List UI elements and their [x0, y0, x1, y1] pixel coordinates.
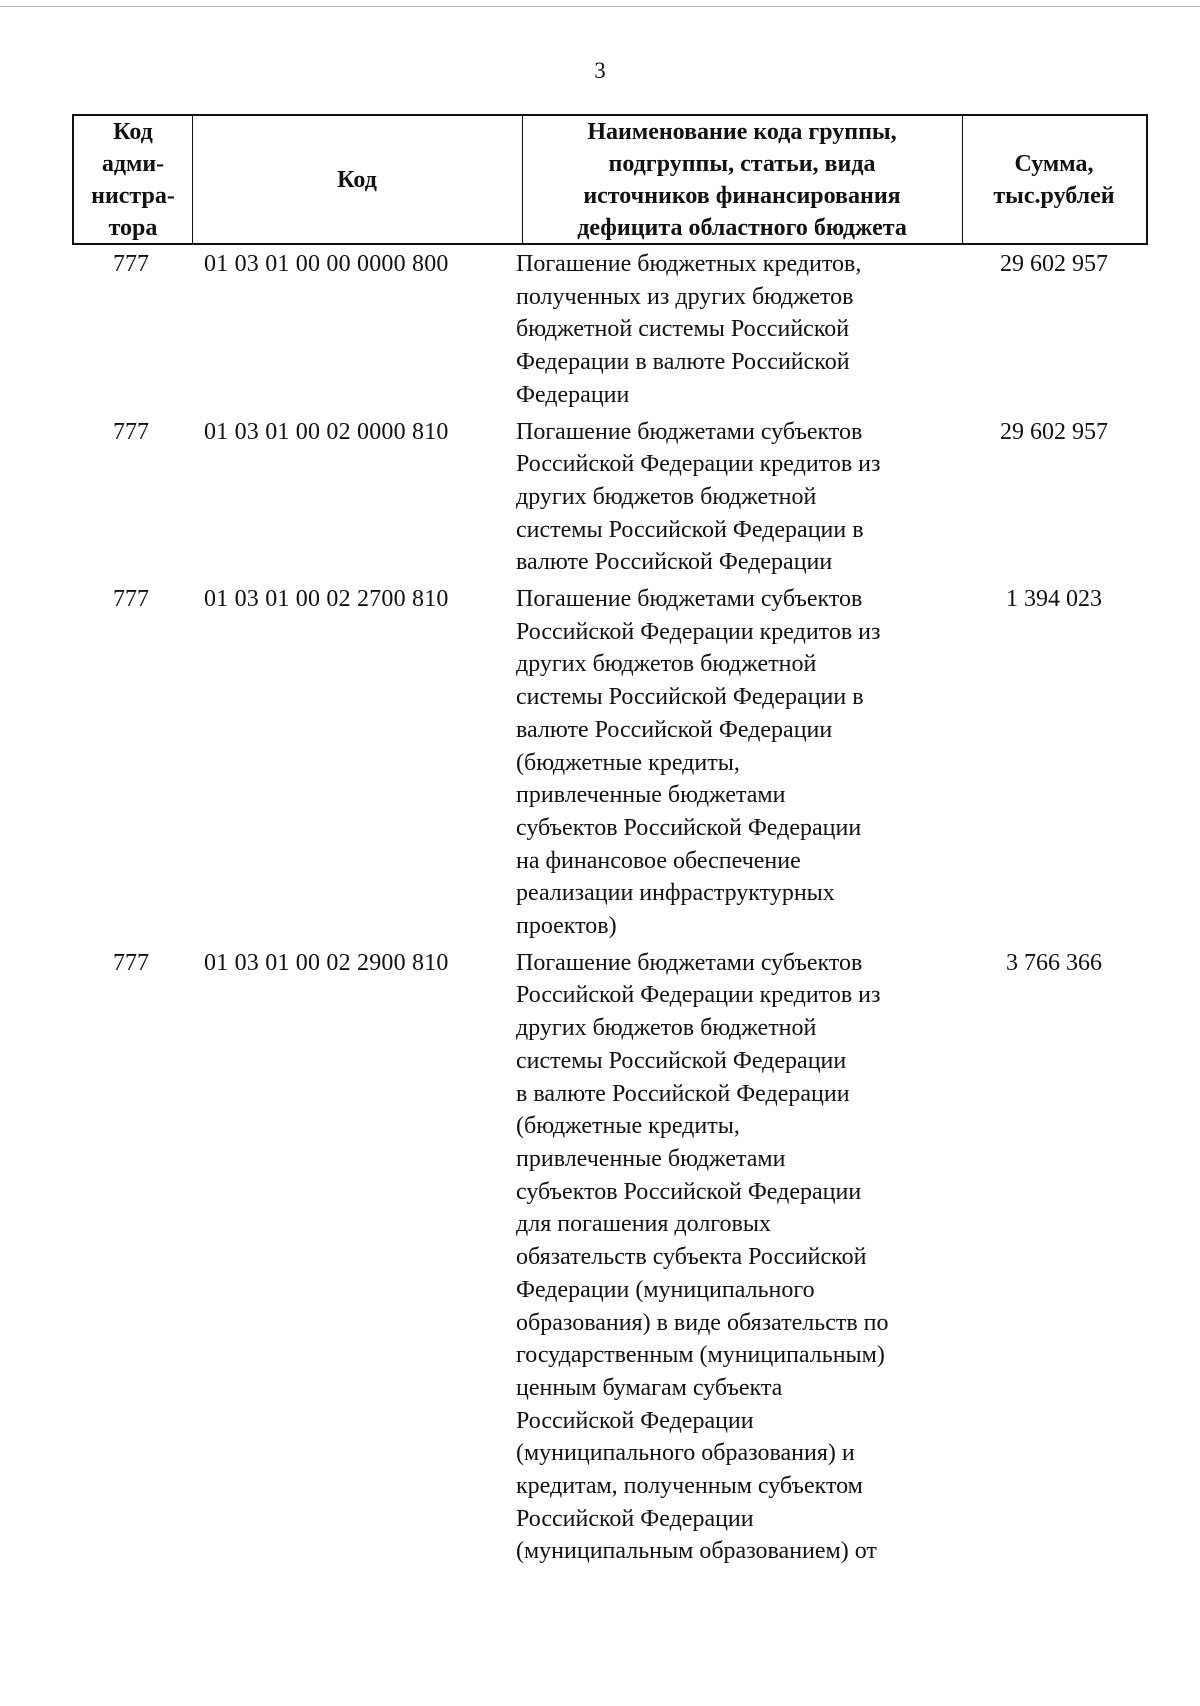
table-row: [72, 947, 1148, 1568]
header-name: Наименование кода группы, подгруппы, статьи, вида источников финансирования дефицита областного бюджета: [577, 118, 907, 241]
table-body: [72, 248, 1148, 1572]
admin-code-cell: 777: [113, 949, 149, 976]
name-cell: Погашение бюджетами субъектов Российской Федерации кредитов из других бюджетов бюджетной системы Российской Федерации в валюте Российской Федерации (бюджетные кредиты, привлеченные бюджетами субъектов Российской Федерации для погашения долговых обязательств субъекта Российской Федерации (муниципального образования) в виде обязательств по государственным (муниципальным) ценным бумагам субъекта Российской Федерации (муниципального образования) и кредитам, полученным субъектом Российской Федерации (муниципальным образованием) от: [516, 949, 889, 1565]
sum-cell: 29 602 957: [1000, 251, 1108, 277]
page-number: 3: [594, 58, 606, 83]
admin-code-cell: 777: [113, 418, 149, 445]
budget-code-cell: 01 03 01 00 00 0000 800: [204, 251, 449, 277]
name-cell: Погашение бюджетами субъектов Российской Федерации кредитов из других бюджетов бюджетной системы Российской Федерации в валюте Российской Федерации: [516, 418, 881, 576]
table-header: [72, 114, 1148, 245]
table-row: [72, 416, 1148, 580]
header-sum: Сумма, тыс.рублей: [993, 150, 1115, 209]
table-row: [72, 583, 1148, 943]
sum-cell: 29 602 957: [1000, 418, 1108, 445]
budget-code-cell: 01 03 01 00 02 0000 810: [204, 418, 449, 445]
budget-code-cell: 01 03 01 00 02 2900 810: [204, 949, 449, 976]
name-cell: Погашение бюджетами субъектов Российской Федерации кредитов из других бюджетов бюджетной системы Российской Федерации в валюте Российской Федерации (бюджетные кредиты, привлеченные бюджетами субъектов Российской Федерации на финансовое обеспечение реализации инфраструктурных проектов): [516, 586, 881, 940]
scan-edge-line: [0, 6, 1200, 7]
header-admin-code: Код адми- нистра- тора: [91, 118, 175, 241]
admin-code-cell: 777: [113, 251, 149, 277]
sum-cell: 3 766 366: [1006, 949, 1102, 976]
header-code: Код: [337, 166, 377, 193]
name-cell: Погашение бюджетных кредитов, полученных из других бюджетов бюджетной системы Российской Федерации в валюте Российской Федерации: [516, 251, 862, 408]
budget-code-cell: 01 03 01 00 02 2700 810: [204, 586, 449, 613]
admin-code-cell: 777: [113, 586, 149, 613]
table-row: [72, 248, 1148, 412]
sum-cell: 1 394 023: [1006, 586, 1102, 613]
